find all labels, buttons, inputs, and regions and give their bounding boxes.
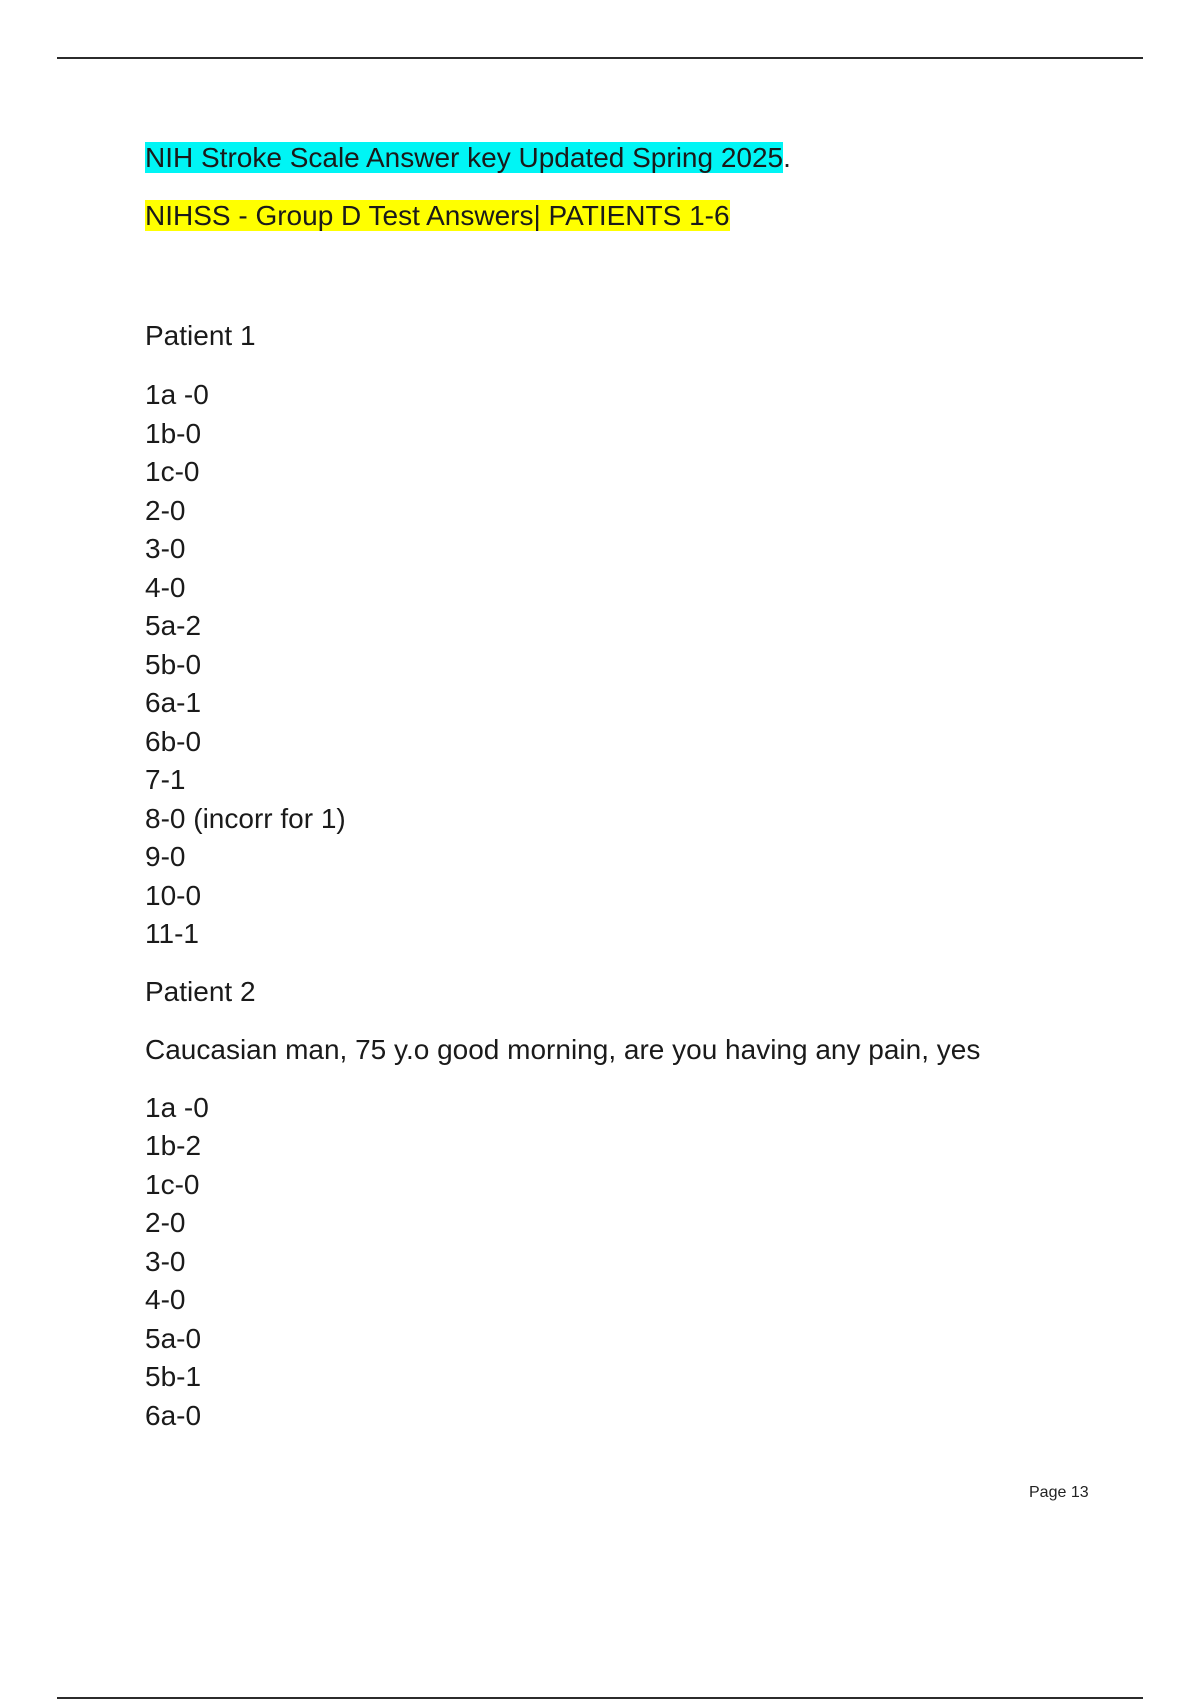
score-item: 3-0	[145, 533, 186, 564]
patient-2-description: Caucasian man, 75 y.o good morning, are you having any pain, yes	[145, 1033, 981, 1065]
patient-1-section	[145, 318, 1105, 954]
document-title-suffix: .	[783, 142, 791, 173]
document-body	[145, 140, 1105, 1455]
patient-2-section	[145, 974, 1105, 1436]
score-item: 8-0 (incorr for 1)	[145, 802, 346, 834]
score-item: 1a -0	[145, 1091, 209, 1123]
section-spacer	[145, 256, 1105, 318]
score-item: 5a-2	[145, 610, 202, 641]
score-item: 5a-0	[145, 1322, 202, 1354]
score-item: 6a-0	[145, 1399, 202, 1431]
patient-1-heading: Patient 1	[145, 320, 256, 351]
score-item: 6a-1	[145, 687, 202, 718]
score-item: 1c-0	[145, 1168, 200, 1200]
score-item: 1a -0	[145, 379, 209, 410]
patient-1-score-list	[145, 376, 1105, 954]
header-rule	[57, 57, 1143, 59]
score-item: 4-0	[145, 1284, 186, 1315]
score-item: 5b-0	[145, 648, 202, 680]
score-item: 1b-2	[145, 1130, 202, 1161]
score-item: 1b-0	[145, 417, 202, 449]
score-item: 3-0	[145, 1245, 186, 1277]
patient-2-score-list	[145, 1089, 1105, 1436]
document-title: NIH Stroke Scale Answer key Updated Spring 2025	[145, 142, 784, 173]
score-item: 9-0	[145, 841, 186, 872]
score-item: 4-0	[145, 571, 186, 603]
score-item: 11-1	[145, 918, 199, 949]
score-item: 1c-0	[145, 456, 200, 487]
score-item: 10-0	[145, 879, 202, 911]
score-item: 2-0	[145, 1207, 186, 1238]
score-item: 2-0	[145, 494, 186, 526]
score-item: 6b-0	[145, 725, 202, 757]
document-title-line	[145, 140, 1105, 176]
patient-2-heading: Patient 2	[145, 975, 256, 1007]
document-subtitle: NIHSS - Group D Test Answers| PATIENTS 1-6	[145, 200, 730, 231]
footer-rule	[57, 1697, 1143, 1699]
page-number: Page 13	[1029, 1484, 1089, 1501]
score-item: 7-1	[145, 764, 186, 795]
score-item: 5b-1	[145, 1361, 202, 1392]
document-subtitle-line	[145, 198, 1105, 234]
